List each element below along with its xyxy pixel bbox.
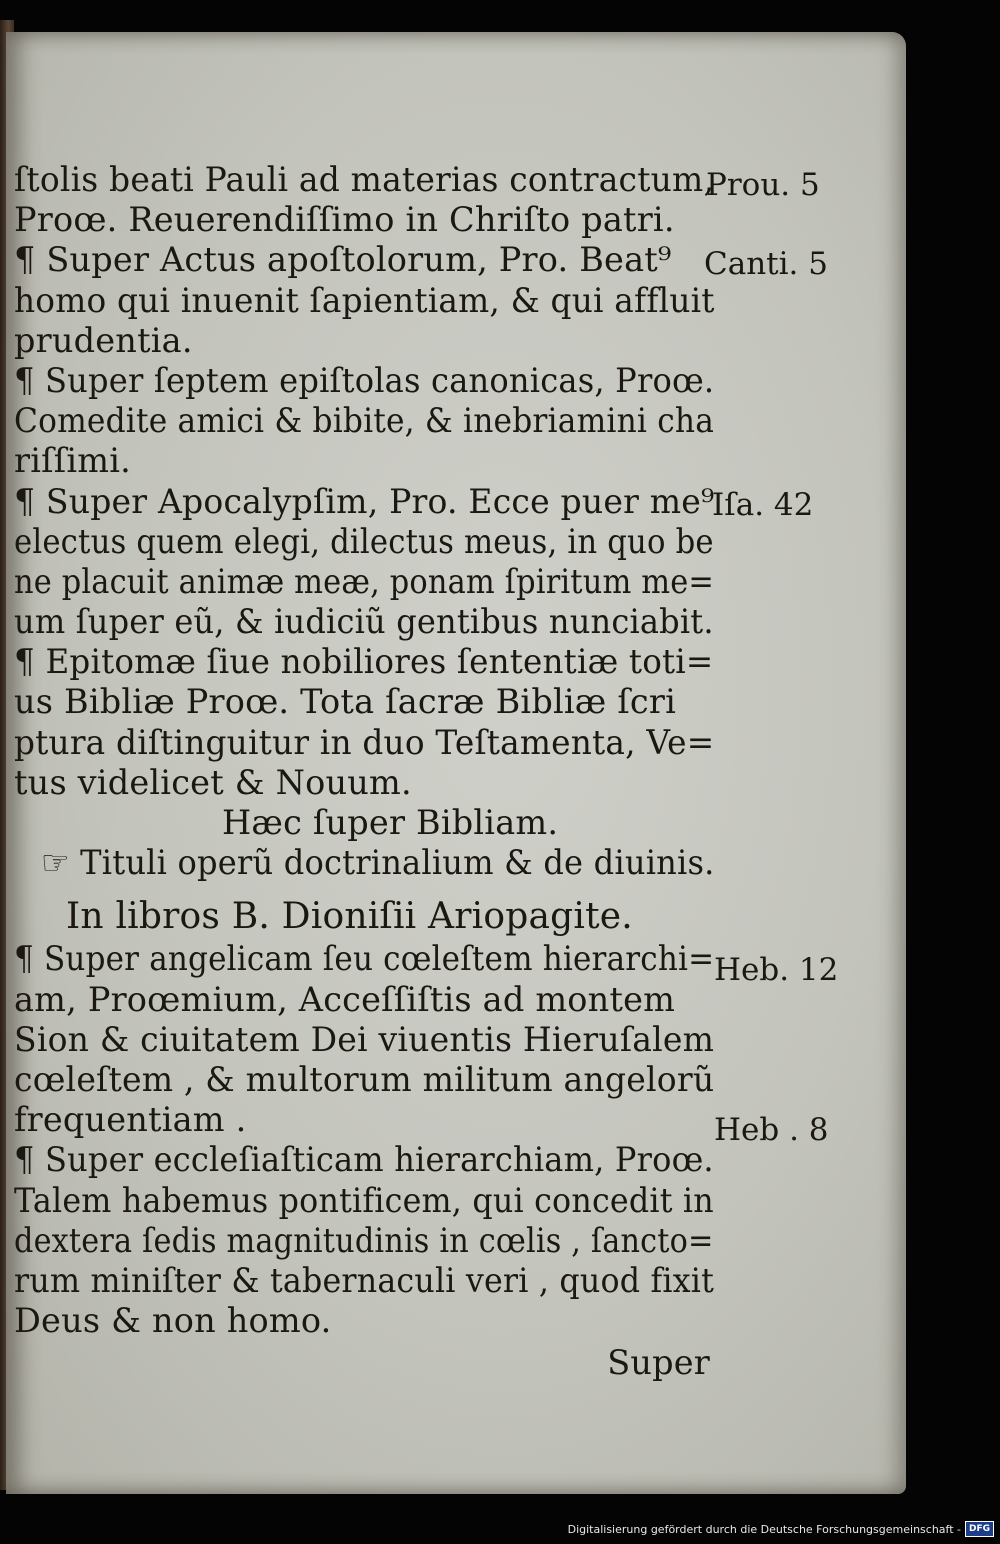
- titles-line: ☞ Tituli operũ doctrinalium & de diuinis.: [40, 843, 715, 883]
- footer: [568, 1518, 994, 1540]
- text-line: ¶ Super eccleſiaſticam hierarchiam, Proœ.: [14, 1140, 714, 1180]
- text-line: Sion & ciuitatem Dei viuentis Hieruſalem: [14, 1019, 715, 1059]
- text-line: prudentia.: [14, 320, 193, 360]
- text-line: riſſimi.: [14, 441, 131, 481]
- text-line: dextera ſedis magnitudinis in cœlis , ſancto=: [14, 1220, 714, 1260]
- margin-note-heb8: Heb . 8: [714, 1112, 829, 1148]
- text-line: Comedite amici & bibite, & inebriamini cha: [14, 401, 715, 441]
- text-line: ſtolis beati Pauli ad materias contractum,: [14, 160, 715, 199]
- text-line: Talem habemus pontificem, qui concedit in: [14, 1180, 714, 1220]
- text-line: Deus & non homo.: [14, 1301, 332, 1341]
- text-line: ¶ Epitomæ ſiue nobiliores ſententiæ toti=: [14, 642, 714, 682]
- margin-note-canti: Canti. 5: [704, 246, 828, 282]
- book-page: [6, 32, 906, 1494]
- text-line: ¶ Super Actus apoſtolorum, Pro. Beat⁹: [14, 240, 672, 280]
- dfg-logo-icon: DFG: [965, 1521, 994, 1537]
- text-line: ne placuit animæ meæ, ponam ſpiritum me=: [14, 561, 715, 601]
- section-end-line: Hæc ſuper Bibliam.: [222, 803, 559, 842]
- catchword: Super: [607, 1343, 710, 1383]
- text-line: ¶ Super angelicam ſeu cœleſtem hierarchi=: [14, 939, 715, 979]
- text-line: um ſuper eũ, & iudiciũ gentibus nunciabit.: [14, 602, 714, 642]
- text-line: ¶ Super Apocalypſim, Pro. Ecce puer me⁹: [14, 481, 715, 521]
- footer-credit: Digitalisierung gefördert durch die Deutsche Forschungsgemeinschaft -: [567, 1522, 961, 1536]
- text-line: rum miniſter & tabernaculi veri , quod fixit: [14, 1260, 715, 1300]
- text-line: us Bibliæ Proœ. Tota ſacræ Bibliæ ſcri: [14, 682, 677, 722]
- margin-note-prou: Prou. 5: [706, 167, 820, 203]
- page-text: [14, 160, 714, 1383]
- margin-note-isa: Iſa. 42: [712, 487, 814, 523]
- text-line: Proœ. Reuerendiſſimo in Chriſto patri.: [14, 200, 675, 240]
- margin-note-heb12: Heb. 12: [714, 952, 839, 988]
- text-line: cœleſtem , & multorum militum angelorũ: [14, 1059, 715, 1099]
- text-line: ¶ Super ſeptem epiſtolas canonicas, Proœ.: [14, 360, 715, 400]
- text-line: homo qui inuenit ſapientiam, & qui affluit: [14, 280, 715, 320]
- text-line: ptura diſtinguitur in duo Teſtamenta, Ve=: [14, 722, 715, 762]
- text-line: electus quem elegi, dilectus meus, in quo be: [14, 521, 714, 561]
- section-heading: In libros B. Dioniſii Ariopagite.: [66, 896, 633, 938]
- text-line: am, Proœmium, Acceſſiſtis ad montem: [14, 979, 676, 1019]
- text-line: frequentiam .: [14, 1100, 247, 1140]
- text-line: tus videlicet & Nouum.: [14, 762, 412, 802]
